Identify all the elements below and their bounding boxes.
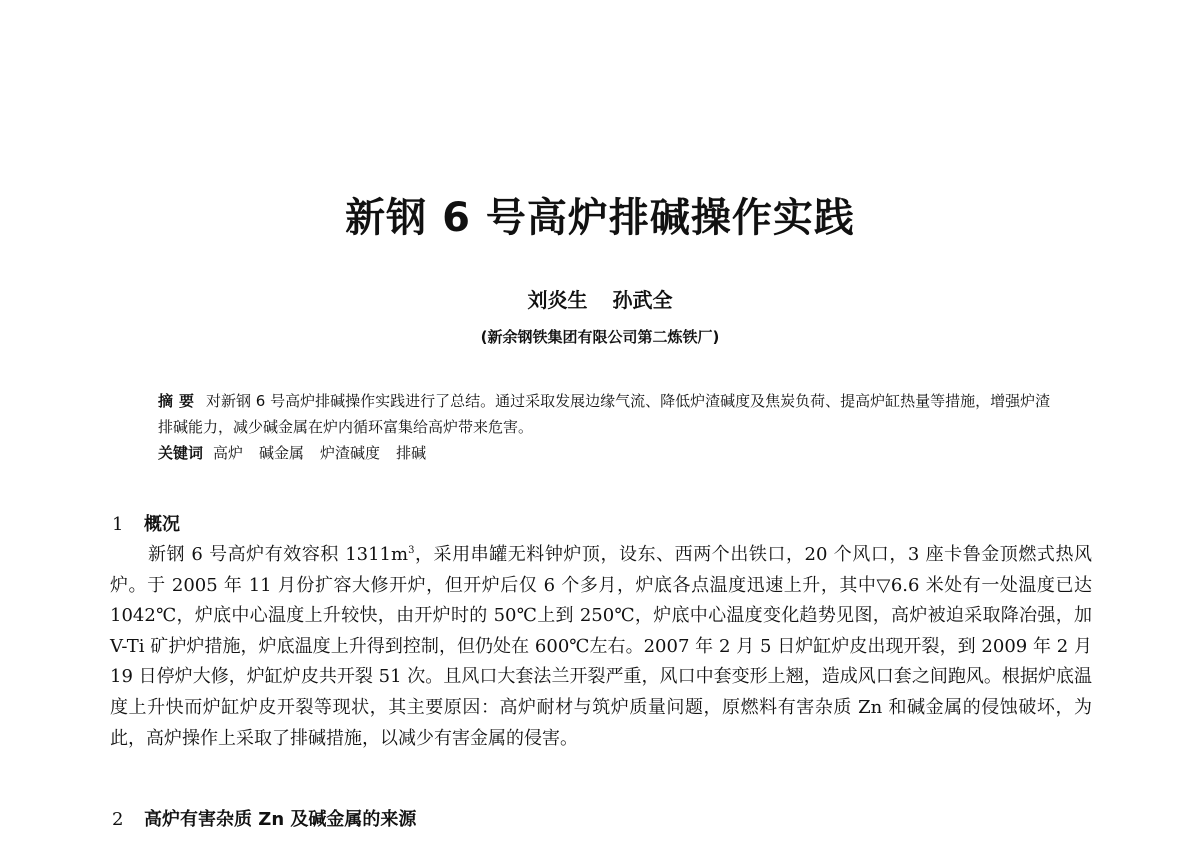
- section-title: 高炉有害杂质 Zn 及碱金属的来源: [144, 809, 417, 830]
- paper-affiliation: (新余钢铁集团有限公司第二炼铁厂): [480, 328, 720, 346]
- section-1-body: [110, 540, 1092, 754]
- paper-title: 新钢 6 号高炉排碱操作实践: [345, 195, 855, 241]
- section-number: 2: [112, 809, 124, 830]
- keyword-item: 排碱: [396, 444, 427, 462]
- abstract-block: [158, 388, 1058, 466]
- section-title: 概况: [144, 514, 180, 535]
- keyword-item: 碱金属: [259, 444, 305, 462]
- section-2-heading: [112, 805, 416, 831]
- superscript: 3: [408, 545, 415, 556]
- keyword-item: 炉渣碱度: [320, 444, 381, 462]
- section-1-heading: [112, 510, 180, 536]
- body-text-part: 新钢 6 号高炉有效容积 1311m: [148, 544, 409, 565]
- section-number: 1: [112, 514, 124, 535]
- body-text-part: ，采用串罐无料钟炉顶，设东、西两个出铁口，20 个风口，3 座卡鲁金顶燃式热风炉。于 2005 年 11 月份扩容大修开炉，但开炉后仅 6 个多月，炉底各点温度迅速上升，其中▽6.6 米处有一处温度已达 1042℃，炉底中心温度上升较快，由开炉时的 50℃上到 250℃，炉底中心温度变化趋势见图，高炉被迫采取降冶强，加 V-Ti 矿护炉措施，炉底温度上升得到控制，但仍处在 600℃左右。2007 年 2 月 5 日炉缸炉皮出现开裂，到 2009 年 2 月 19 日停炉大修，炉缸炉皮共开裂 51 次。且风口大套法兰开裂严重，风口中套变形上翘，造成风口套之间跑风。根据炉底温度上升快而炉缸炉皮开裂等现状，其主要原因：高炉耐材与筑炉质量问题，原燃料有害杂质 Zn 和碱金属的侵蚀破坏，为此，高炉操作上采取了排碱措施，以减少有害金属的侵害。: [110, 544, 1092, 749]
- abstract-text: 对新钢 6 号高炉排碱操作实践进行了总结。通过采取发展边缘气流、降低炉渣碱度及焦炭负荷、提高炉缸热量等措施，增强炉渣排碱能力，减少碱金属在炉内循环富集给高炉带来危害。: [158, 392, 1051, 436]
- abstract-paragraph: [158, 388, 1058, 440]
- keywords-label: 关键词: [158, 444, 204, 462]
- keywords-line: [158, 440, 1058, 466]
- paper-authors: 刘炎生 孙武全: [527, 288, 673, 312]
- keyword-item: 高炉: [213, 444, 244, 462]
- abstract-label: 摘要: [158, 392, 201, 410]
